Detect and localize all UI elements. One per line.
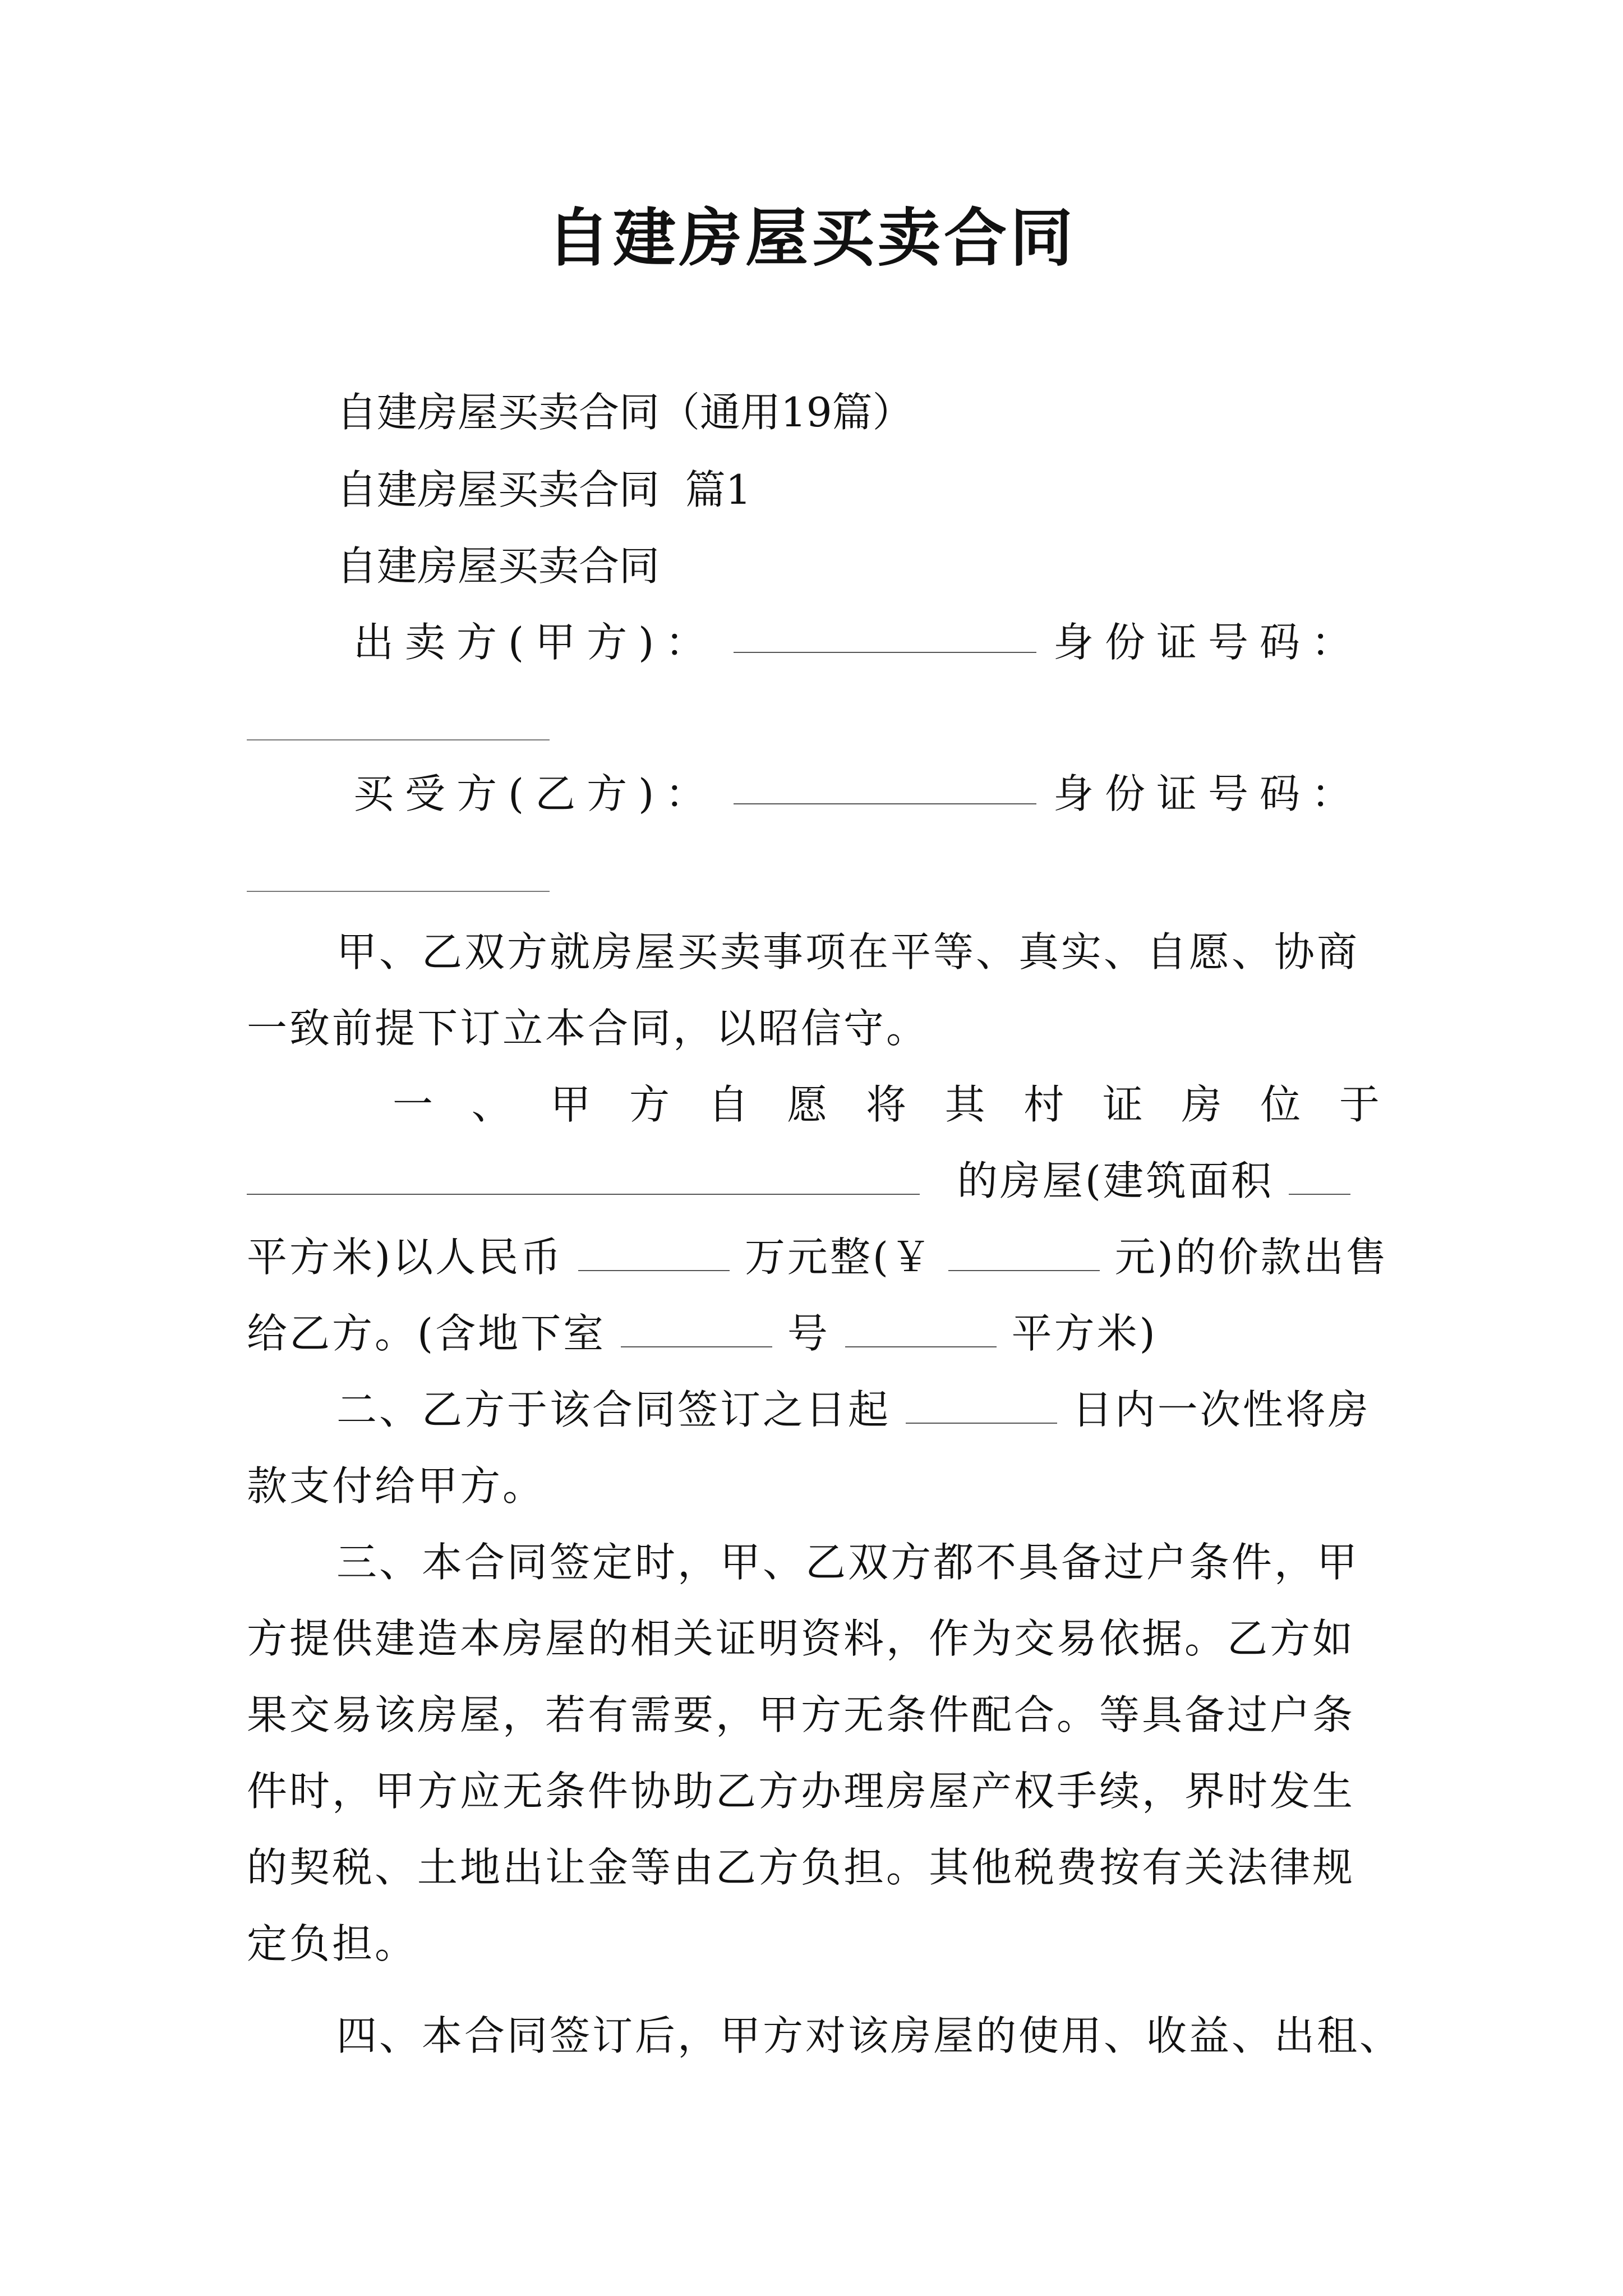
basement-area-blank — [845, 1312, 997, 1347]
clause3-line-6: 定负担。 — [247, 1920, 418, 1967]
clause1-char: 将 — [865, 1081, 906, 1128]
area-blank — [1289, 1159, 1350, 1195]
clause1-char: 愿 — [787, 1081, 828, 1128]
clause1-char: 方 — [629, 1081, 670, 1128]
price-yuan-blank — [948, 1235, 1100, 1271]
clause4-line-1: 四、本合同签订后，甲方对该房屋的使用、收益、出租、 — [336, 2012, 1403, 2059]
heading-collection: 自建房屋买卖合同（通用19篇） — [336, 389, 913, 436]
location-blank — [247, 1159, 920, 1195]
clause1-char: 自 — [708, 1081, 749, 1128]
clause1-char: 证 — [1102, 1081, 1143, 1128]
clause1-char: 甲 — [550, 1081, 591, 1128]
buyer-name-blank — [734, 769, 1036, 804]
price-wan-blank — [578, 1235, 730, 1271]
clause1-line-4 — [247, 1308, 1158, 1359]
clause1-char: 其 — [944, 1081, 985, 1128]
clause3-line-3: 果交易该房屋，若有需要，甲方无条件配合。等具备过户条 — [247, 1691, 1355, 1738]
clause1-line-1 — [393, 1079, 1380, 1130]
seller-label: 出卖方(甲方)： — [353, 619, 717, 666]
document-title: 自建房屋买卖合同 — [547, 201, 1076, 275]
preamble-line-2: 一致前提下订立本合同，以昭信守。 — [247, 1005, 929, 1052]
clause2-line-2: 款支付给甲方。 — [247, 1462, 546, 1510]
buyer-id-blank — [247, 891, 550, 892]
seller-name-blank — [734, 617, 1036, 653]
hao-text: 号 — [787, 1310, 830, 1357]
clause3-line-4: 件时，甲方应无条件协助乙方办理房屋产权手续，界时发生 — [247, 1768, 1355, 1815]
clause1-char: 房 — [1181, 1081, 1222, 1128]
buyer-label: 买受方(乙方)： — [353, 770, 717, 817]
seller-id-label: 身份证号码： — [1053, 619, 1363, 666]
buyer-row — [353, 769, 1363, 819]
clause3-line-5: 的契税、土地出让金等由乙方负担。其他税费按有关法律规 — [247, 1844, 1355, 1891]
clause3-line-1: 三、本合同签定时，甲、乙双方都不具备过户条件，甲 — [336, 1539, 1360, 1586]
clause3-line-2: 方提供建造本房屋的相关证明资料，作为交易依据。乙方如 — [247, 1615, 1355, 1662]
clause1-char: 村 — [1023, 1081, 1064, 1128]
clause2-line-1 — [336, 1384, 1371, 1435]
days-blank — [906, 1388, 1057, 1424]
seller-row — [353, 617, 1363, 668]
house-text: 的房屋(建筑面积 — [957, 1157, 1274, 1204]
preamble-line-1: 甲、乙双方就房屋买卖事项在平等、真实、自愿、协商 — [336, 928, 1360, 976]
heading-part: 自建房屋买卖合同 篇1 — [336, 466, 751, 513]
clause1-line-2 — [247, 1156, 1350, 1206]
wan-text: 万元整(￥ — [744, 1234, 933, 1281]
seller-id-blank — [247, 739, 550, 740]
clause1-char: 、 — [471, 1081, 512, 1128]
clause1-line-3 — [247, 1232, 1389, 1282]
yuan-text: 元)的价款出售 — [1114, 1234, 1389, 1281]
clause1-char: 于 — [1339, 1081, 1380, 1128]
to-party-text: 给乙方。(含地下室 — [247, 1310, 606, 1357]
clause1-char: 一 — [393, 1081, 434, 1128]
clause2-prefix: 二、乙方于该合同签订之日起 — [336, 1386, 891, 1433]
sqm-text: 平方米) — [1011, 1310, 1158, 1357]
heading-contract: 自建房屋买卖合同 — [336, 542, 660, 590]
buyer-id-label: 身份证号码： — [1053, 770, 1363, 817]
clause2-suffix: 日内一次性将房 — [1072, 1386, 1371, 1433]
area-unit-text: 平方米)以人民币 — [247, 1234, 564, 1281]
clause1-char: 位 — [1260, 1081, 1301, 1128]
basement-blank — [621, 1312, 772, 1347]
